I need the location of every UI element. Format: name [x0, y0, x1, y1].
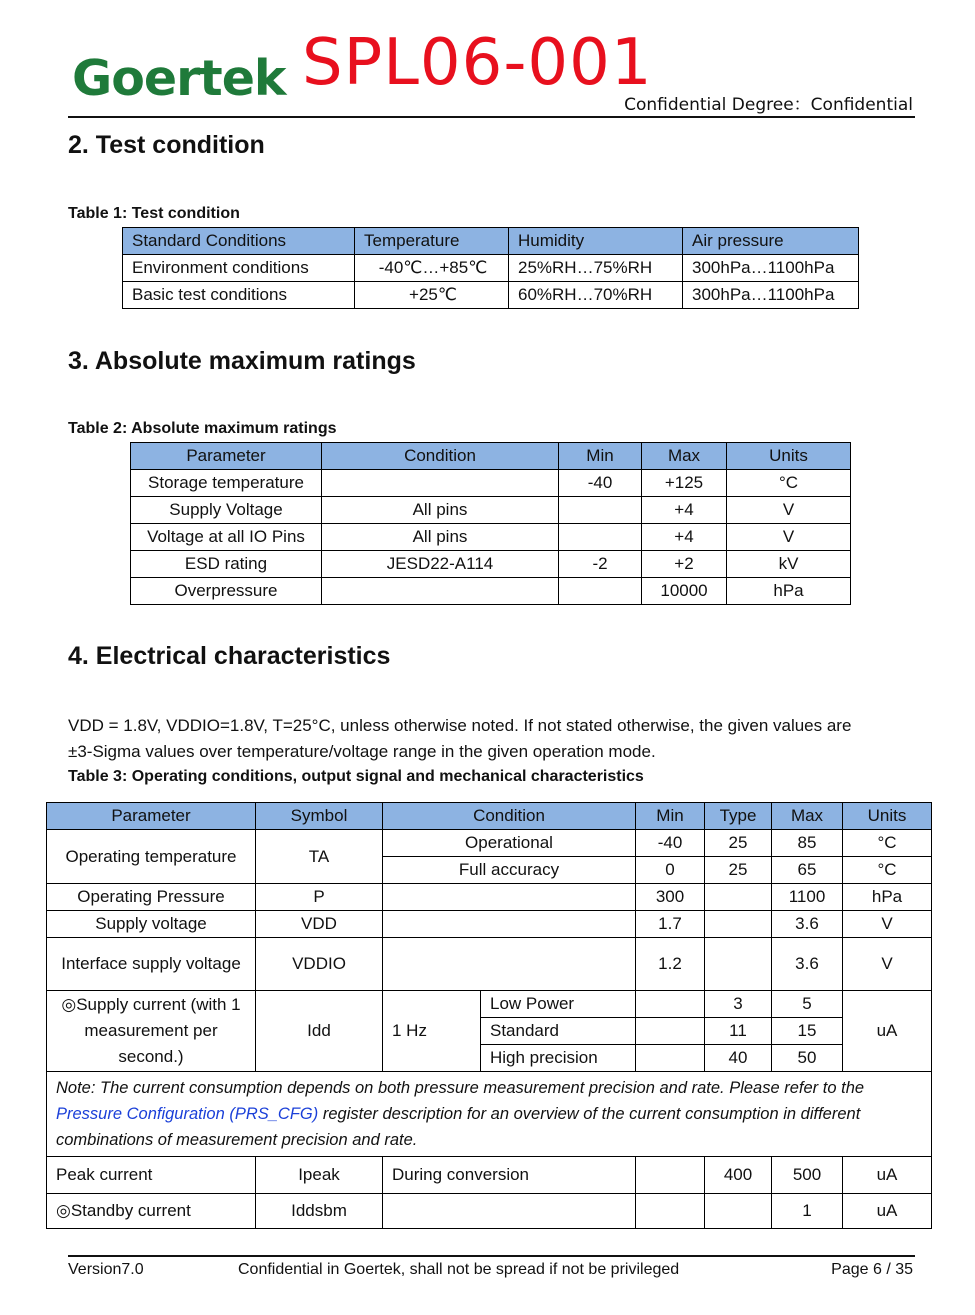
table-cell [322, 470, 559, 497]
table-cell: Full accuracy [383, 857, 636, 884]
table-cell: Interface supply voltage [47, 938, 256, 991]
table-cell: 10000 [642, 578, 727, 605]
table-cell [705, 1194, 772, 1229]
table-cell: ◎Supply current (with 1 measurement per second.) [47, 991, 256, 1072]
table-cell: 500 [772, 1157, 843, 1194]
table-cell: Environment conditions [123, 255, 355, 282]
table-cell: Storage temperature [131, 470, 322, 497]
table-cell: 11 [705, 1018, 772, 1045]
table-cell: Basic test conditions [123, 282, 355, 309]
table-header-row [47, 803, 932, 830]
table-cell: 50 [772, 1045, 843, 1072]
column-header: Min [636, 803, 705, 830]
table-cell: °C [843, 857, 932, 884]
section-2-title: 2. Test condition [68, 131, 265, 159]
pressure-configuration-link[interactable]: Pressure Configuration (PRS_CFG) [56, 1105, 319, 1123]
note-text: Note: The current consumption depends on both pressure measurement precision and rate. Please refer to the [56, 1079, 865, 1097]
table-cell: 3 [705, 991, 772, 1018]
table-cell: +125 [642, 470, 727, 497]
table-row [47, 830, 932, 857]
table-cell [559, 524, 642, 551]
table-cell [383, 884, 636, 911]
column-header: Min [559, 443, 642, 470]
table-cell: All pins [322, 497, 559, 524]
table-cell [636, 1045, 705, 1072]
page-footer [68, 1255, 915, 1287]
table-cell: Supply Voltage [131, 497, 322, 524]
table-cell: 1 Hz [383, 991, 481, 1072]
table-cell: Operating temperature [47, 830, 256, 884]
column-header: Standard Conditions [123, 228, 355, 255]
test-condition-table [122, 227, 859, 309]
table-cell: 40 [705, 1045, 772, 1072]
table-row [47, 991, 932, 1018]
table-cell: °C [727, 470, 851, 497]
table-row [47, 911, 932, 938]
table-cell: JESD22-A114 [322, 551, 559, 578]
table-cell [322, 578, 559, 605]
table-note-row [47, 1072, 932, 1157]
table-row [123, 282, 859, 309]
table-cell: 400 [705, 1157, 772, 1194]
table-cell: 1100 [772, 884, 843, 911]
table-row [131, 578, 851, 605]
table-cell: +2 [642, 551, 727, 578]
goertek-logo: Goertek [72, 50, 286, 107]
table-cell [559, 497, 642, 524]
table-cell: High precision [481, 1045, 636, 1072]
table-cell: Standard [481, 1018, 636, 1045]
table-cell: VDDIO [256, 938, 383, 991]
footer-notice: Confidential in Goertek, shall not be spread if not be privileged [238, 1261, 680, 1278]
table-cell: VDD [256, 911, 383, 938]
column-header: Air pressure [683, 228, 859, 255]
column-header: Units [843, 803, 932, 830]
table-cell: Supply voltage [47, 911, 256, 938]
model-title: SPL06-001 [302, 26, 653, 100]
table-cell: V [727, 524, 851, 551]
note-text: register description for an overview of the current consumption in different combinations of measurement precision and rate. [56, 1105, 861, 1149]
table-cell [636, 991, 705, 1018]
table-cell: P [256, 884, 383, 911]
table-row [47, 1157, 932, 1194]
table-cell [383, 938, 636, 991]
table-row [131, 497, 851, 524]
table-cell: -40 [636, 830, 705, 857]
table-cell: ESD rating [131, 551, 322, 578]
table-cell: Voltage at all IO Pins [131, 524, 322, 551]
table-cell [636, 1194, 705, 1229]
table-cell [636, 1018, 705, 1045]
table-2-caption: Table 2: Absolute maximum ratings [68, 420, 337, 437]
table-cell: 1 [772, 1194, 843, 1229]
table-cell: All pins [322, 524, 559, 551]
table-cell: Low Power [481, 991, 636, 1018]
table-cell: +4 [642, 524, 727, 551]
table-cell [705, 884, 772, 911]
table-cell [636, 1157, 705, 1194]
table-cell: TA [256, 830, 383, 884]
table-cell: Operational [383, 830, 636, 857]
table-1-caption: Table 1: Test condition [68, 205, 240, 222]
table-cell: Iddsbm [256, 1194, 383, 1229]
table-cell: kV [727, 551, 851, 578]
table-cell: +25℃ [355, 282, 509, 309]
table-cell: V [727, 497, 851, 524]
table-cell: 25 [705, 830, 772, 857]
table-cell: 300hPa…1100hPa [683, 255, 859, 282]
table-cell: 3.6 [772, 911, 843, 938]
table-header-row [123, 228, 859, 255]
paragraph-line: VDD = 1.8V, VDDIO=1.8V, T=25°C, unless otherwise noted. If not stated otherwise, the given values are [68, 716, 852, 735]
table-cell: 300 [636, 884, 705, 911]
table-cell: 85 [772, 830, 843, 857]
table-row [131, 551, 851, 578]
column-header: Max [642, 443, 727, 470]
table-cell [559, 578, 642, 605]
absolute-max-ratings-table [130, 442, 851, 605]
table-cell: uA [843, 991, 932, 1072]
column-header: Type [705, 803, 772, 830]
table-cell: Operating Pressure [47, 884, 256, 911]
column-header: Symbol [256, 803, 383, 830]
table-cell: -40℃…+85℃ [355, 255, 509, 282]
table-cell: 65 [772, 857, 843, 884]
column-header: Parameter [131, 443, 322, 470]
table-cell: Peak current [47, 1157, 256, 1194]
table-cell: +4 [642, 497, 727, 524]
column-header: Humidity [509, 228, 683, 255]
footer-version: Version7.0 [68, 1261, 144, 1278]
table-cell: 5 [772, 991, 843, 1018]
table-cell: hPa [727, 578, 851, 605]
column-header: Parameter [47, 803, 256, 830]
table-cell [383, 1194, 636, 1229]
table-header-row [131, 443, 851, 470]
electrical-intro-paragraph [68, 713, 928, 765]
table-cell: -40 [559, 470, 642, 497]
table-cell [705, 911, 772, 938]
table-cell: uA [843, 1194, 932, 1229]
table-row [47, 1194, 932, 1229]
table-3-caption: Table 3: Operating conditions, output signal and mechanical characteristics [68, 768, 644, 785]
column-header: Temperature [355, 228, 509, 255]
table-cell: 60%RH…70%RH [509, 282, 683, 309]
table-row [47, 938, 932, 991]
table-cell: V [843, 938, 932, 991]
table-cell: Idd [256, 991, 383, 1072]
electrical-characteristics-table [46, 802, 932, 1229]
table-cell: During conversion [383, 1157, 636, 1194]
table-cell [705, 938, 772, 991]
column-header: Max [772, 803, 843, 830]
table-cell: 25 [705, 857, 772, 884]
table-cell: V [843, 911, 932, 938]
confidential-degree: Confidential Degree：Confidential [624, 95, 913, 115]
table-row [131, 524, 851, 551]
footer-page-number: Page 6 / 35 [831, 1261, 913, 1278]
section-4-title: 4. Electrical characteristics [68, 642, 391, 670]
table-cell: Ipeak [256, 1157, 383, 1194]
column-header: Condition [383, 803, 636, 830]
table-cell: Overpressure [131, 578, 322, 605]
table-cell: 25%RH…75%RH [509, 255, 683, 282]
table-note [47, 1072, 932, 1157]
table-cell: 3.6 [772, 938, 843, 991]
paragraph-line: ±3-Sigma values over temperature/voltage range in the given operation mode. [68, 742, 656, 761]
table-row [47, 884, 932, 911]
column-header: Condition [322, 443, 559, 470]
section-3-title: 3. Absolute maximum ratings [68, 347, 416, 375]
table-cell: 1.7 [636, 911, 705, 938]
table-cell: ◎Standby current [47, 1194, 256, 1229]
page-header [68, 28, 915, 118]
table-cell: uA [843, 1157, 932, 1194]
table-cell: hPa [843, 884, 932, 911]
column-header: Units [727, 443, 851, 470]
table-cell: 1.2 [636, 938, 705, 991]
table-cell: 0 [636, 857, 705, 884]
table-cell: 15 [772, 1018, 843, 1045]
table-row [123, 255, 859, 282]
table-cell: °C [843, 830, 932, 857]
table-row [131, 470, 851, 497]
table-cell [383, 911, 636, 938]
table-cell: -2 [559, 551, 642, 578]
table-cell: 300hPa…1100hPa [683, 282, 859, 309]
